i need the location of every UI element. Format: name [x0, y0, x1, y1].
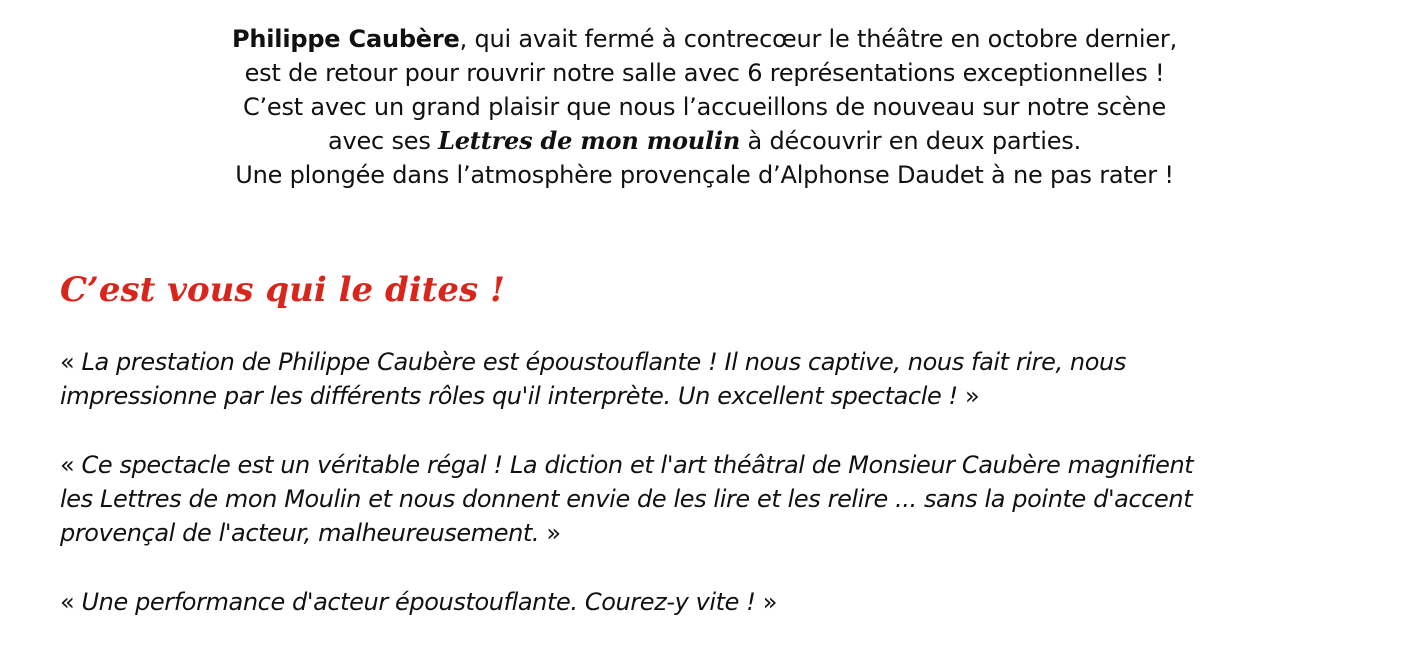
review-quote-line: [60, 448, 1360, 482]
review-quote-text: Une performance d'acteur époustouflante. Courez-y vite !: [81, 588, 756, 616]
review-quote-text: Ce spectacle est un véritable régal ! La diction et l'art théâtral de Monsieur Caubère magnifient: [81, 451, 1194, 479]
intro-line-4-post: à découvrir en deux parties.: [740, 127, 1082, 155]
close-quote-mark: »: [957, 382, 980, 410]
review-quote-3: [60, 585, 1360, 619]
intro-line-2: est de retour pour rouvrir notre salle avec 6 représentations exceptionnelles !: [244, 59, 1165, 87]
open-quote-mark: «: [60, 451, 82, 479]
review-quote-line: [60, 516, 1360, 550]
close-quote-mark: »: [539, 519, 561, 547]
artist-name: Philippe Caubère: [231, 25, 460, 53]
review-quote-line: les Lettres de mon Moulin et nous donnent envie de les lire et les relire ... sans la pointe d'accent: [60, 485, 1193, 513]
intro-line-1-text: , qui avait fermé à contrecœur le théâtre en octobre dernier,: [459, 25, 1177, 53]
review-quote-1: [60, 345, 1360, 413]
review-quote-line: [60, 585, 1360, 619]
intro-line-3: C’est avec un grand plaisir que nous l’accueillons de nouveau sur notre scène: [242, 93, 1167, 121]
reviews-heading: C’est vous qui le dites !: [60, 270, 505, 310]
intro-line-4-pre: avec ses: [327, 127, 439, 155]
intro-paragraph: [0, 22, 1409, 192]
review-quote-text: provençal de l'acteur, malheureusement.: [60, 519, 540, 547]
intro-line-1: [0, 22, 1409, 56]
intro-line-4: [0, 124, 1409, 158]
work-title: Lettres de mon moulin: [438, 126, 741, 155]
open-quote-mark: «: [60, 588, 82, 616]
review-quote-2: [60, 448, 1360, 550]
close-quote-mark: »: [755, 588, 778, 616]
review-quote-line: [60, 379, 1360, 413]
open-quote-mark: «: [60, 348, 82, 376]
reviews-list: [60, 345, 1360, 654]
intro-line-5: Une plongée dans l’atmosphère provençale d’Alphonse Daudet à ne pas rater !: [235, 161, 1174, 189]
review-quote-line: [60, 345, 1360, 379]
review-quote-text: La prestation de Philippe Caubère est époustouflante ! Il nous captive, nous fait rire, nous: [81, 348, 1126, 376]
review-quote-text: impressionne par les différents rôles qu'il interprète. Un excellent spectacle !: [60, 382, 958, 410]
